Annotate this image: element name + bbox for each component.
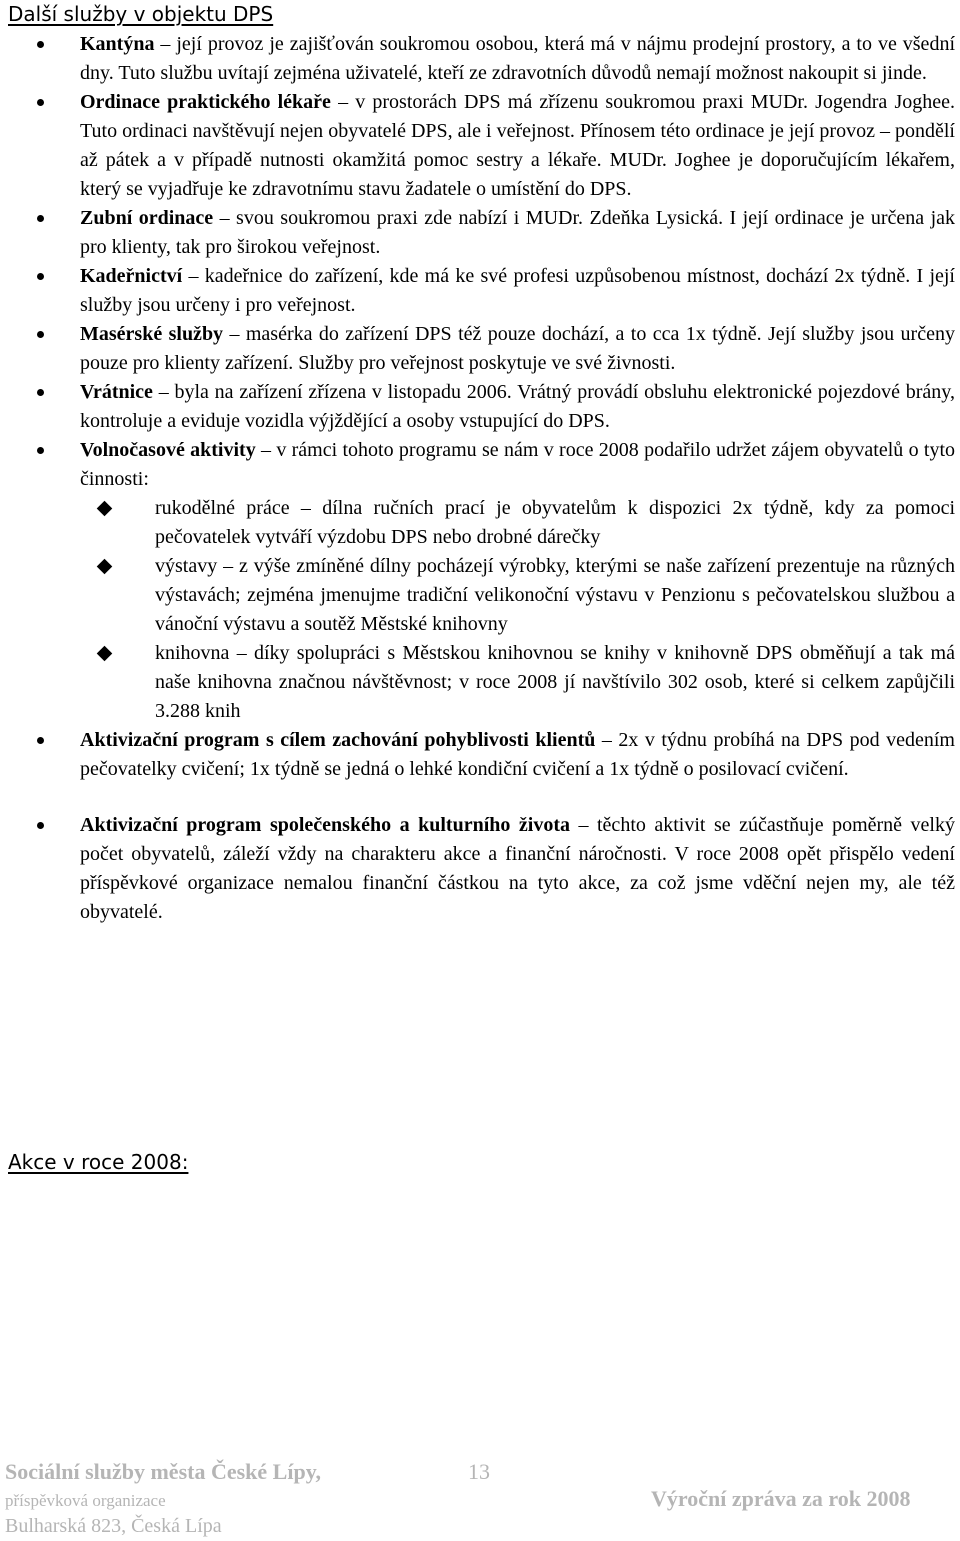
list-item [0, 320, 960, 378]
list-item [0, 30, 960, 88]
bullet-icon [37, 273, 44, 280]
bullet-icon [37, 99, 44, 106]
diamond-bullet-icon [97, 646, 113, 662]
list-item [0, 811, 960, 927]
item-title: Volnočasové aktivity [80, 439, 256, 461]
item-text: – 2x v týdnu probíhá na DPS pod vedením pečovatelky cvičení; 1x týdně se jedná o lehké kondiční cvičení a 1x týdně o posilovací cvičení. [80, 729, 955, 780]
section-heading: Další služby v objektu DPS [8, 2, 274, 26]
item-text: – v rámci tohoto programu se nám v roce 2008 podařilo udržet zájem obyvatelů o tyto činnosti: [80, 439, 955, 490]
bullet-icon [37, 215, 44, 222]
item-text: – masérka do zařízení DPS též pouze dochází, a to cca 1x týdně. Její služby jsou určeny pouze pro klienty zařízení. Služby pro veřejnost poskytuje ve své živnosti. [80, 323, 955, 374]
footer-report-title: Výroční zpráva za rok 2008 [651, 1486, 911, 1511]
list-item [0, 262, 960, 320]
item-text: – byla na zařízení zřízena v listopadu 2006. Vrátný provádí obsluhu elektronické pojezdové brány, kontroluje a eviduje vozidla výjždějící a osoby vstupující do DPS. [80, 381, 955, 432]
item-title: Aktivizační program s cílem zachování pohyblivosti klientů [80, 729, 596, 751]
list-item [0, 204, 960, 262]
item-text: – těchto aktivit se zúčastňuje poměrně velký počet obyvatelů, záleží vždy na charakteru akce a finanční náročnosti. V roce 2008 opět přispělo vedení příspěvkové organizace nemalou finanční částkou na tyto akce, za což jsme vděční nejen my, ale též obyvatelé. [80, 814, 955, 923]
bullet-icon [37, 331, 44, 338]
diamond-bullet-icon [97, 501, 113, 517]
item-title: Kantýna [80, 33, 155, 55]
list-item [0, 436, 960, 494]
item-title: Vrátnice [80, 381, 153, 403]
item-text: – její provoz je zajišťován soukromou osobou, která má v nájmu prodejní prostory, a to ve všední dny. Tuto službu uvítají zejména uživatelé, kteří ze zdravotních důvodů nemají možnost nakoupit si jinde. [80, 33, 955, 84]
footer-organization: Sociální služby města České Lípy, [5, 1459, 321, 1484]
footer-organization-type: příspěvková organizace [5, 1491, 166, 1510]
diamond-bullet-icon [97, 559, 113, 575]
list-item [0, 88, 960, 204]
item-text: – kadeřnice do zařízení, kde má ke své profesi uzpůsobenou místnost, dochází 2x týdně. I její služby jsou určeny i pro veřejnost. [80, 265, 955, 316]
sub-list-item [0, 552, 960, 639]
item-text: – v prostorách DPS má zřízenu soukromou praxi MUDr. Jogendra Joghee. Tuto ordinaci navštěvují nejen obyvatelé DPS, ale i veřejnost. Přínosem této ordinace je její provoz – pondělí až pátek a v případě nutnosti okamžitá pomoc sestry a lékaře. MUDr. Joghee je doporučujícím lékařem, který se vyjadřuje ke zdravotnímu stavu žadatele o umístění do DPS. [80, 91, 955, 200]
item-title: Kadeřnictví [80, 265, 183, 287]
bullet-icon [37, 822, 44, 829]
page-number: 13 [468, 1459, 490, 1484]
footer-address: Bulharská 823, Česká Lípa [5, 1515, 222, 1537]
item-title: Ordinace praktického lékaře [80, 91, 331, 113]
sub-list-item [0, 639, 960, 726]
events-heading: Akce v roce 2008: [8, 1150, 189, 1174]
list-item [0, 726, 960, 784]
sub-list-item [0, 494, 960, 552]
sub-item-text: rukodělné práce – dílna ručních prací je obyvatelům k dispozici 2x týdně, kdy za pomoci pečovatelek vytváří výzdobu DPS nebo drobné dárečky [155, 497, 955, 548]
item-text: – svou soukromou praxi zde nabízí i MUDr. Zdeňka Lysická. I její ordinace je určena jak pro klienty, tak pro širokou veřejnost. [80, 207, 956, 258]
item-title: Masérské služby [80, 323, 224, 345]
item-title: Aktivizační program společenského a kulturního života [80, 814, 570, 836]
spacer [0, 784, 960, 811]
sub-item-text: knihovna – díky spolupráci s Městskou knihovnou se knihy v knihovně DPS obměňují a tak má naše knihovna značnou návštěvnost; v roce 2008 jí navštívilo 302 osob, které si celkem zapůjčili 3.288 knih [155, 642, 955, 722]
bullet-icon [37, 389, 44, 396]
services-list [0, 30, 960, 927]
bullet-icon [37, 737, 44, 744]
bullet-icon [37, 41, 44, 48]
bullet-icon [37, 447, 44, 454]
item-title: Zubní ordinace [80, 207, 214, 229]
list-item [0, 378, 960, 436]
sub-item-text: výstavy – z výše zmíněné dílny pocházejí výrobky, kterými se naše zařízení prezentuje na různých výstavách; zejména jmenujme tradiční velikonoční výstavu v Penzionu s pečovatelskou službou a vánoční výstavu a soutěž Městské knihovny [155, 555, 955, 635]
